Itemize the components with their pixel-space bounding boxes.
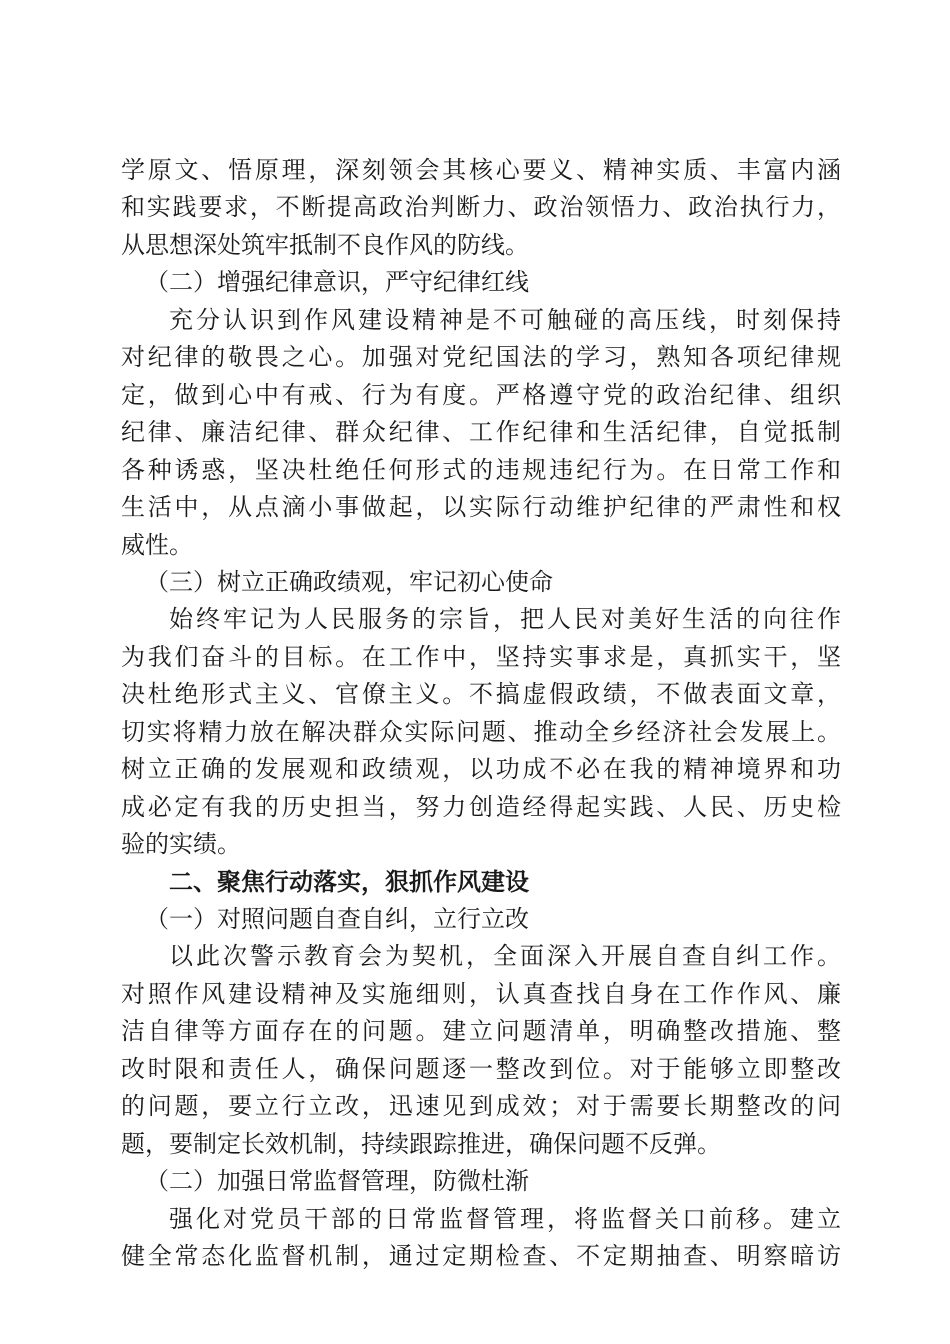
paragraph-line: 为我们奋斗的目标。在工作中，坚持实事求是，真抓实干，坚 <box>121 642 841 671</box>
paragraph-line: 成必定有我的历史担当，努力创造经得起实践、人民、历史检 <box>121 792 841 821</box>
paragraph-line: 切实将精力放在解决群众实际问题、推动全乡经济社会发展上。 <box>121 717 841 746</box>
paragraph-line: 洁自律等方面存在的问题。建立问题清单，明确整改措施、整 <box>121 1017 841 1046</box>
paragraph-line: 纪律、廉洁纪律、群众纪律、工作纪律和生活纪律，自觉抵制 <box>121 418 841 447</box>
subheading: （三）树立正确政绩观，牢记初心使命 <box>145 567 553 596</box>
paragraph-line: 对纪律的敬畏之心。加强对党纪国法的学习，熟知各项纪律规 <box>121 343 841 372</box>
subheading: （二）加强日常监督管理，防微杜渐 <box>145 1167 529 1196</box>
paragraph-line: 从思想深处筑牢抵制不良作风的防线。 <box>121 230 529 259</box>
paragraph-line: 各种诱惑，坚决杜绝任何形式的违规违纪行为。在日常工作和 <box>121 455 841 484</box>
subheading: （一）对照问题自查自纠，立行立改 <box>145 905 529 933</box>
paragraph-line: 验的实绩。 <box>121 830 241 859</box>
paragraph-line: 的问题，要立行立改，迅速见到成效；对于需要长期整改的问 <box>121 1092 841 1121</box>
paragraph-line: 对照作风建设精神及实施细则，认真查找自身在工作作风、廉 <box>121 979 841 1008</box>
paragraph-line: 决杜绝形式主义、官僚主义。不搞虚假政绩，不做表面文章， <box>121 680 841 709</box>
paragraph-line: 始终牢记为人民服务的宗旨，把人民对美好生活的向往作 <box>169 605 841 634</box>
paragraph-line: 题，要制定长效机制，持续跟踪推进，确保问题不反弹。 <box>121 1129 721 1158</box>
paragraph-line: 以此次警示教育会为契机，全面深入开展自查自纠工作。 <box>169 942 841 971</box>
paragraph-line: 健全常态化监督机制，通过定期检查、不定期抽查、明察暗访 <box>121 1242 841 1271</box>
paragraph-line: 树立正确的发展观和政绩观，以功成不必在我的精神境界和功 <box>121 755 841 784</box>
paragraph-line: 改时限和责任人，确保问题逐一整改到位。对于能够立即整改 <box>121 1054 841 1083</box>
paragraph-line: 威性。 <box>121 530 193 559</box>
paragraph-line: 生活中，从点滴小事做起，以实际行动维护纪律的严肃性和权 <box>121 493 841 522</box>
paragraph-line: 强化对党员干部的日常监督管理，将监督关口前移。建立 <box>169 1204 841 1233</box>
section-heading: 二、聚焦行动落实，狠抓作风建设 <box>169 867 529 896</box>
paragraph-line: 定，做到心中有戒、行为有度。严格遵守党的政治纪律、组织 <box>121 380 841 409</box>
paragraph-line: 和实践要求，不断提高政治判断力、政治领悟力、政治执行力， <box>121 193 841 222</box>
paragraph-line: 学原文、悟原理，深刻领会其核心要义、精神实质、丰富内涵 <box>121 156 841 184</box>
subheading: （二）增强纪律意识，严守纪律红线 <box>145 268 529 297</box>
paragraph-line: 充分认识到作风建设精神是不可触碰的高压线，时刻保持 <box>169 305 841 334</box>
